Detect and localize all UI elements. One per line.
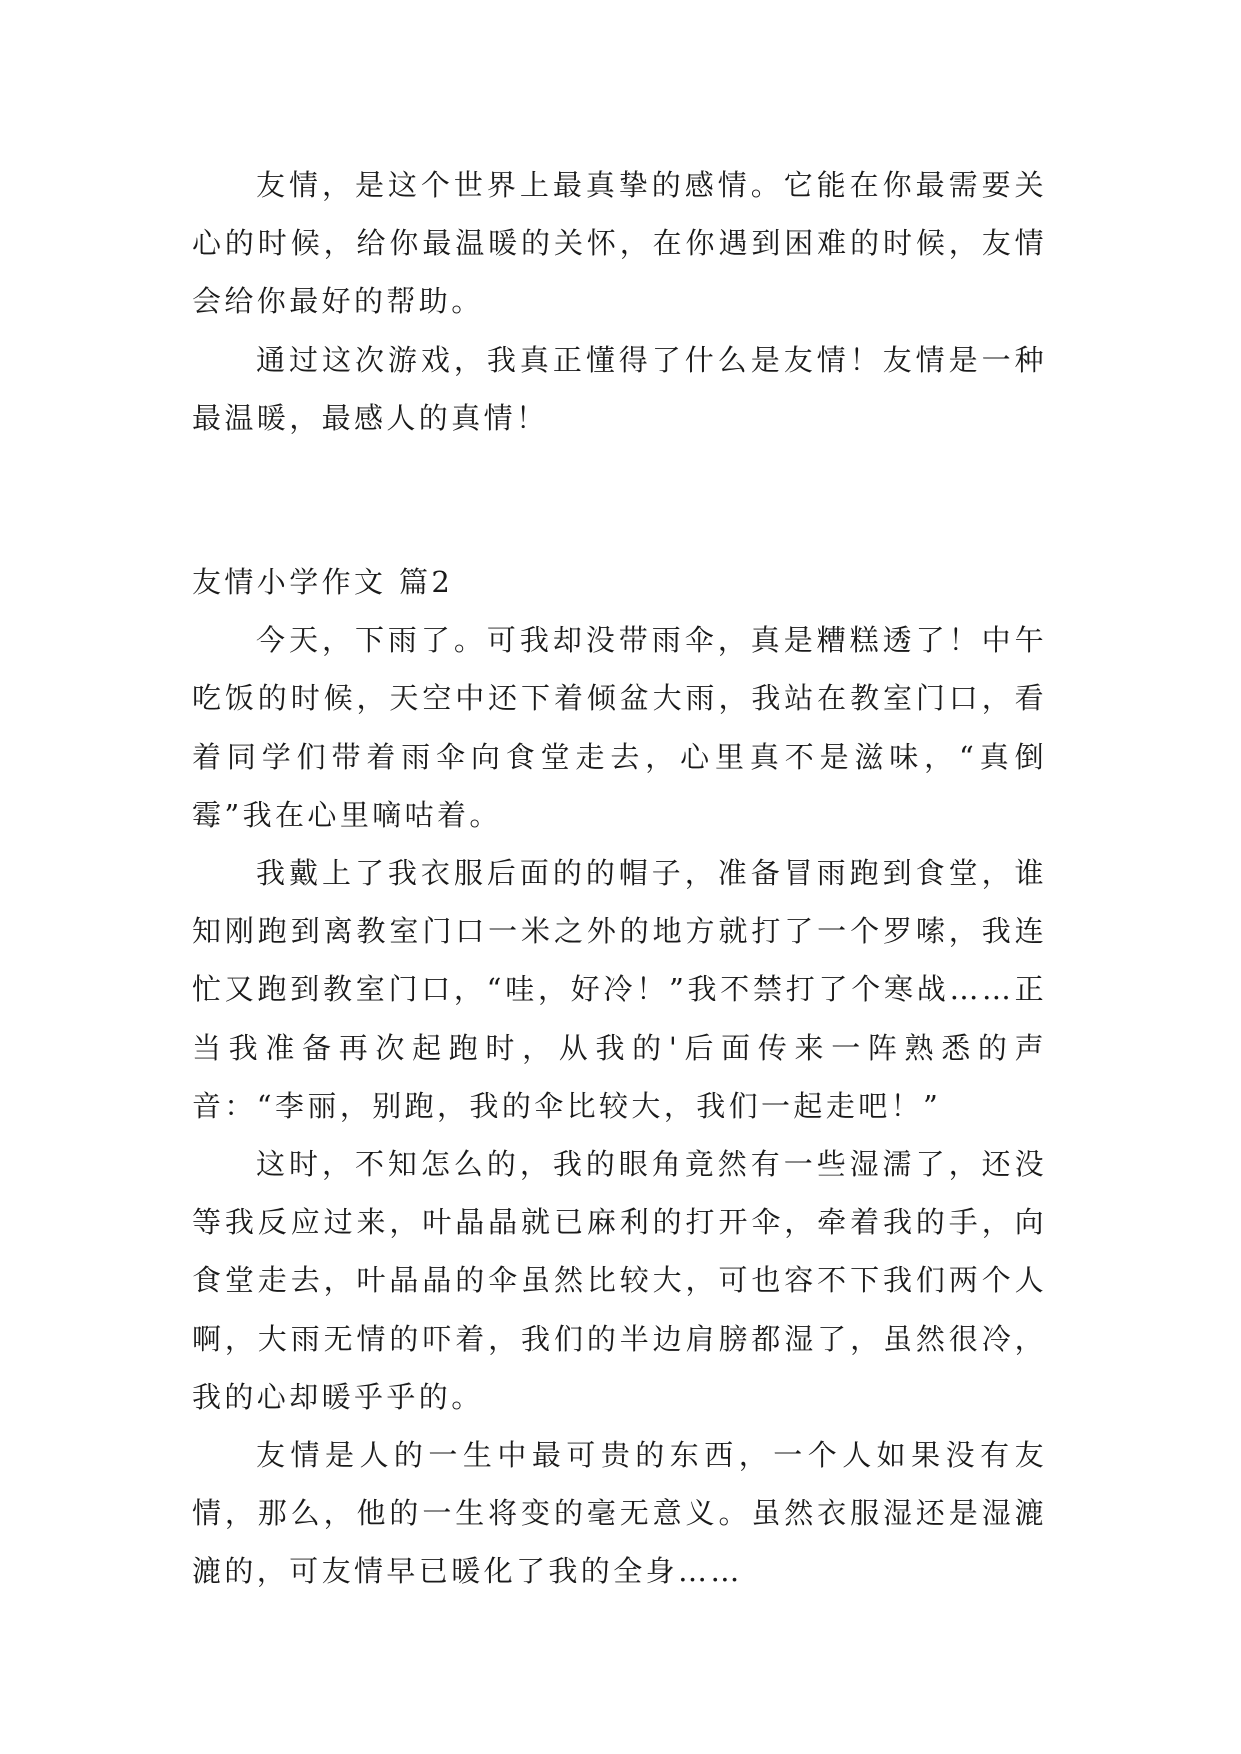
document-body [192,156,1047,1601]
paragraph-friendship-value: 友情是人的一生中最可贵的东西，一个人如果没有友情，那么，他的一生将变的毫无意义。虽然衣服湿还是湿漉漉的，可友情早已暖化了我的全身…… [192,1438,1047,1589]
section-title: 友情小学作文 篇2 [192,565,454,600]
paragraph-game-conclusion: 通过这次游戏，我真正懂得了什么是友情！友情是一种最温暖，最感人的真情！ [192,342,1047,435]
paragraph-running-in-rain: 我戴上了我衣服后面的的帽子，准备冒雨跑到食堂，谁知刚跑到离教室门口一米之外的地方就打了一个罗嗦，我连忙又跑到教室门口，“哇，好冷！”我不禁打了个寒战……正当我准备再次起跑时，从我的'后面传来一阵熟悉的声音：“李丽，别跑，我的伞比较大，我们一起走吧！” [192,856,1047,1123]
paragraph-rainy-day: 今天，下雨了。可我却没带雨伞，真是糟糕透了！中午吃饭的时候，天空中还下着倾盆大雨，我站在教室门口，看着同学们带着雨伞向食堂走去，心里真不是滋味，“真倒霉”我在心里嘀咕着。 [192,623,1047,832]
paragraph-friendship-definition: 友情，是这个世界上最真挚的感情。它能在你最需要关心的时候，给你最温暖的关怀，在你遇到困难的时候，友情会给你最好的帮助。 [192,168,1047,319]
paragraph-sharing-umbrella: 这时，不知怎么的，我的眼角竟然有一些湿濡了，还没等我反应过来，叶晶晶就已麻利的打开伞，牵着我的手，向食堂走去，叶晶晶的伞虽然比较大，可也容不下我们两个人啊，大雨无情的吓着，我们的半边肩膀都湿了，虽然很冷，我的心却暖乎乎的。 [192,1147,1047,1414]
